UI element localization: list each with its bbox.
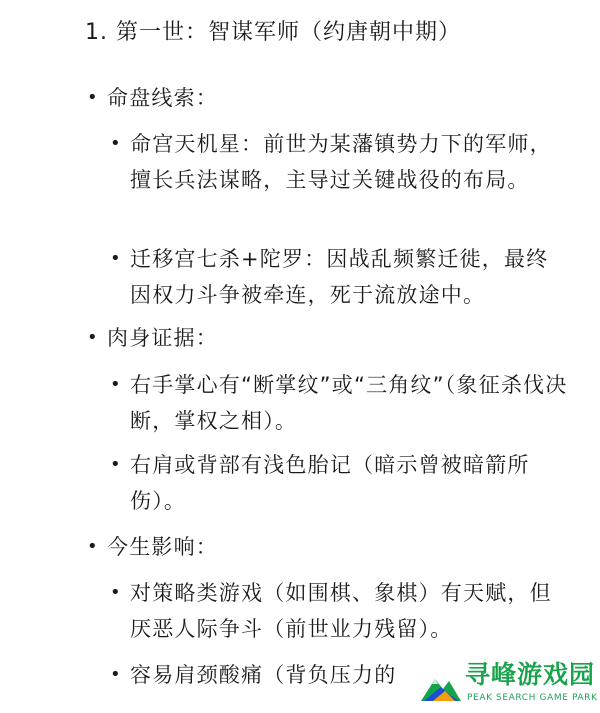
list-item-text: 右肩或背部有浅色胎记（暗示曾被暗箭所伤）。 [130, 453, 530, 513]
mountain-peak-icon [419, 663, 463, 707]
bullet-icon: • [87, 327, 99, 348]
bullet-icon: • [110, 248, 122, 269]
list-item [110, 126, 570, 198]
watermark [405, 655, 600, 713]
list-item [110, 367, 570, 439]
bullet-icon: • [110, 582, 122, 603]
list-item-section-clues [87, 80, 587, 116]
list-item-text: 命宫天机星：前世为某藩镇势力下的军师，擅长兵法谋略，主导过关键战役的布局。 [130, 132, 552, 192]
list-item-text: 迁移宫七杀+陀罗：因战乱频繁迁徙，最终因权力斗争被牵连，死于流放途中。 [130, 247, 549, 307]
section-title: 肉身证据： [107, 326, 218, 350]
list-item-text: 右手掌心有“断掌纹”或“三角纹”（象征杀伐决断，掌权之相）。 [130, 373, 568, 433]
bullet-icon: • [87, 536, 99, 557]
list-item [110, 447, 570, 519]
list-item-section-evidence [87, 320, 587, 356]
section-title: 今生影响： [107, 535, 218, 559]
section-heading: 1. 第一世：智谋军师（约唐朝中期） [85, 20, 461, 45]
bullet-icon: • [110, 133, 122, 154]
watermark-name: 寻峰游戏园 [465, 660, 596, 689]
list-item-text: 对策略类游戏（如围棋、象棋）有天赋，但厌恶人际争斗（前世业力残留）。 [130, 581, 552, 641]
bullet-icon: • [110, 454, 122, 475]
watermark-subtitle: PEAK SEARCH GAME PARK [467, 693, 598, 703]
bullet-icon: • [87, 87, 99, 108]
list-item-text: 容易肩颈酸痛（背负压力的 [130, 663, 397, 687]
list-item [110, 575, 570, 647]
section-title: 命盘线索： [107, 86, 218, 110]
bullet-icon: • [110, 664, 122, 685]
list-item [110, 241, 570, 313]
bullet-icon: • [110, 374, 122, 395]
list-item-section-impact [87, 529, 587, 565]
